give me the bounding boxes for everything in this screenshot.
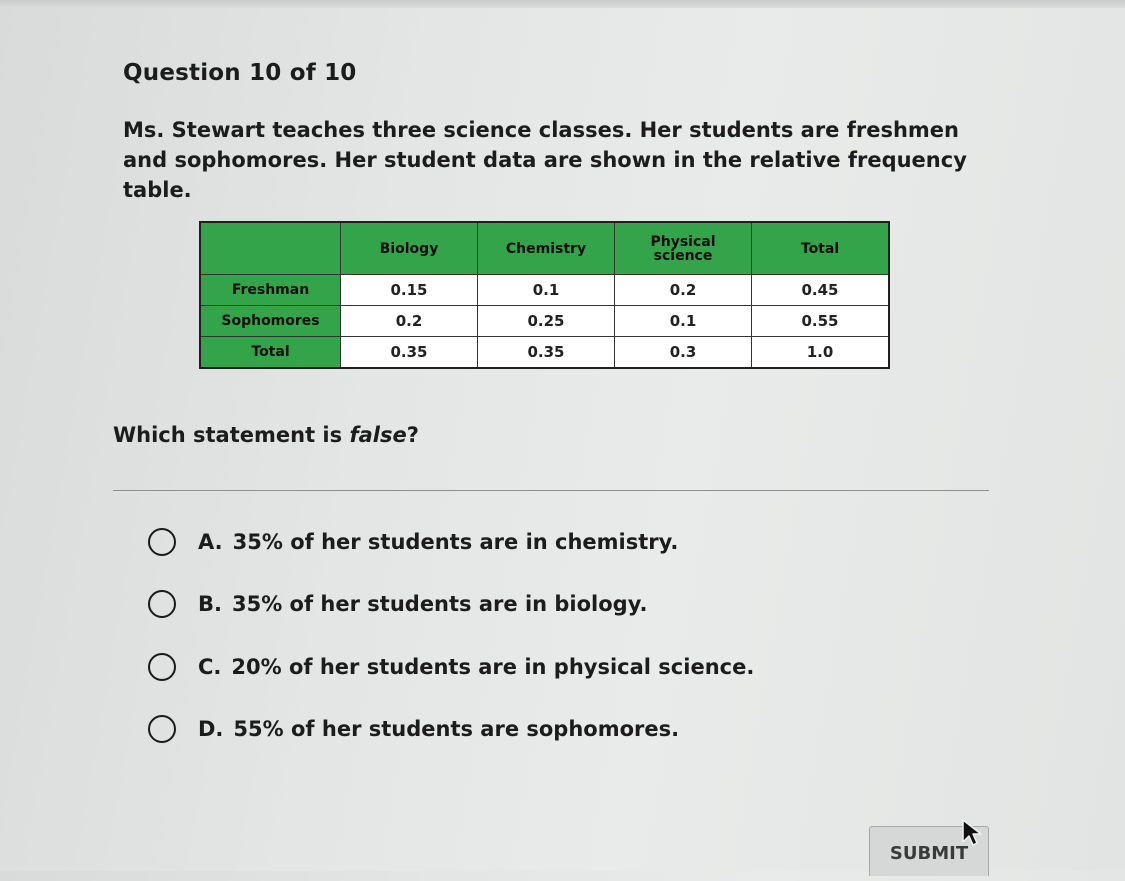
- submit-button[interactable]: SUBMIT: [869, 826, 989, 876]
- table-cell: 0.45: [752, 275, 890, 306]
- question-ask: [113, 423, 419, 447]
- top-strip: [0, 0, 1125, 8]
- divider: [113, 490, 989, 491]
- table-row: [200, 306, 889, 337]
- option-text: 20% of her students are in physical science.: [231, 655, 755, 679]
- row-label-sophomores: Sophomores: [200, 306, 341, 337]
- table-header-corner: [200, 222, 341, 275]
- table-cell: 0.2: [341, 306, 478, 337]
- question-ask-suffix: ?: [406, 423, 419, 447]
- table-cell: 0.1: [615, 306, 752, 337]
- radio-button-icon[interactable]: [148, 715, 176, 743]
- table-cell: 0.35: [478, 337, 615, 368]
- option-letter: B.: [198, 592, 222, 616]
- option-text: 35% of her students are in chemistry.: [232, 530, 679, 554]
- question-prompt: Ms. Stewart teaches three science classes. Her students are freshmen and sophomores. Her student data are shown in the relative frequency table.: [123, 118, 967, 202]
- mouse-pointer-icon: [960, 818, 984, 848]
- table-cell: 0.2: [615, 275, 752, 306]
- question-ask-emphasis: false: [349, 423, 407, 447]
- table-header-physical-science-label: Physical science: [650, 233, 716, 264]
- table-cell: 0.35: [341, 337, 478, 368]
- table-header-total: Total: [752, 222, 890, 275]
- row-label-total: Total: [200, 337, 341, 368]
- table-cell: 0.15: [341, 275, 478, 306]
- option-text: 55% of her students are sophomores.: [233, 717, 680, 741]
- option-letter: A.: [198, 530, 223, 554]
- radio-button-icon[interactable]: [148, 653, 176, 681]
- option-a[interactable]: [148, 528, 678, 556]
- table-row: [200, 337, 889, 368]
- table-header-physical-science: [615, 222, 752, 275]
- row-label-freshman: Freshman: [200, 275, 341, 306]
- question-number: Question 10 of 10: [123, 60, 357, 86]
- question-ask-prefix: Which statement is: [113, 423, 350, 447]
- option-d[interactable]: [148, 715, 679, 743]
- table-cell: 0.25: [478, 306, 615, 337]
- table-row: [200, 275, 889, 306]
- radio-button-icon[interactable]: [148, 528, 176, 556]
- relative-frequency-table: [199, 221, 890, 369]
- radio-button-icon[interactable]: [148, 590, 176, 618]
- table-header-chemistry: Chemistry: [478, 222, 615, 275]
- table-cell: 0.3: [615, 337, 752, 368]
- table-cell: 0.1: [478, 275, 615, 306]
- option-c[interactable]: [148, 653, 754, 681]
- table-header-row: [200, 222, 889, 275]
- table-cell: 0.55: [752, 306, 890, 337]
- table-header-biology: Biology: [341, 222, 478, 275]
- table-cell: 1.0: [752, 337, 890, 368]
- option-text: 35% of her students are in biology.: [231, 592, 648, 616]
- option-letter: C.: [198, 655, 222, 679]
- option-letter: D.: [198, 717, 224, 741]
- option-b[interactable]: [148, 590, 647, 618]
